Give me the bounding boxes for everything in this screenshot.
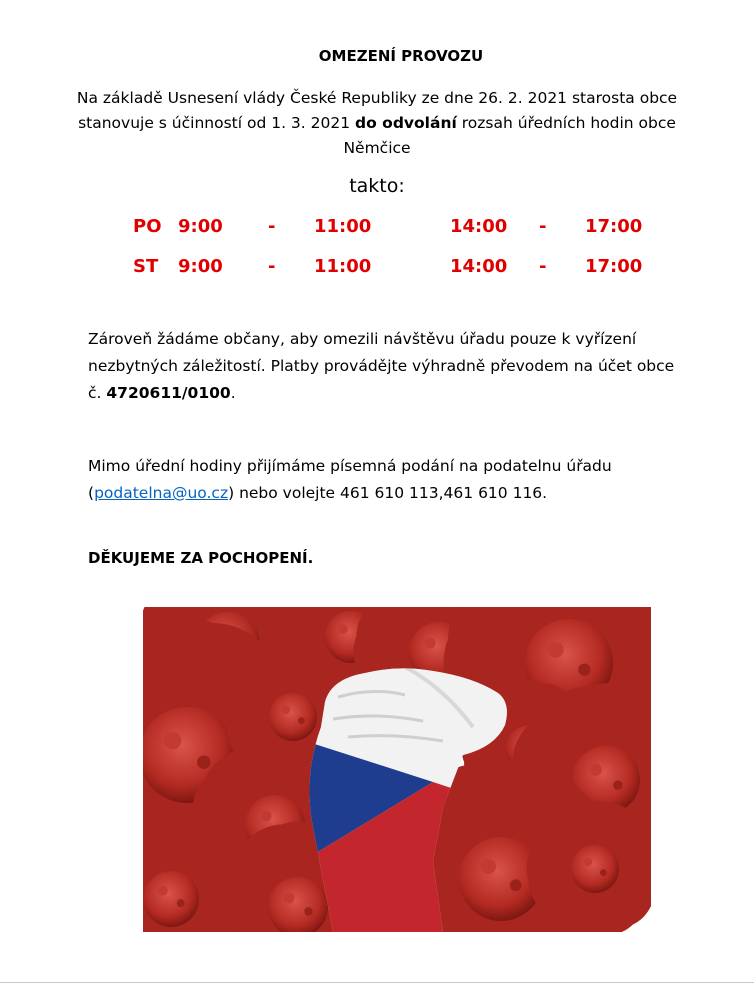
intro-paragraph xyxy=(70,86,684,161)
morning-to: 11:00 xyxy=(314,256,372,277)
page-bottom-border xyxy=(0,982,754,983)
dash: - xyxy=(268,256,276,277)
day-label: ST xyxy=(133,256,159,277)
hours-row-po xyxy=(0,216,754,242)
afternoon-from: 14:00 xyxy=(450,216,508,237)
thanks-heading: DĚKUJEME ZA POCHOPENÍ. xyxy=(88,549,314,567)
dash: - xyxy=(268,216,276,237)
afternoon-to: 17:00 xyxy=(585,256,643,277)
intro-text-2: rozsah úředních hodin obce Němčice xyxy=(343,114,676,157)
hours-row-st xyxy=(0,256,754,282)
morning-from: 9:00 xyxy=(178,256,223,277)
email-link[interactable]: podatelna@uo.cz xyxy=(94,484,229,502)
contact-paragraph xyxy=(88,453,678,507)
morning-to: 11:00 xyxy=(314,216,372,237)
notice-end: . xyxy=(230,384,236,402)
day-label: PO xyxy=(133,216,162,237)
notice-paragraph xyxy=(88,326,678,407)
takto-label: takto: xyxy=(349,175,405,197)
morning-from: 9:00 xyxy=(178,216,223,237)
document-title: OMEZENÍ PROVOZU xyxy=(318,47,484,65)
afternoon-to: 17:00 xyxy=(585,216,643,237)
contact-after: ) nebo volejte 461 610 113,461 610 116. xyxy=(228,484,548,502)
contact-text: Mimo úřední hodiny přijímáme písemná podání na podatelnu úřadu ( xyxy=(88,457,612,502)
intro-bold: do odvolání xyxy=(355,114,457,132)
intro-text-1: Na základě Usnesení vlády České Republiky ze dne 26. 2. 2021 starosta obce stanovuje s účinností od 1. 3. 2021 xyxy=(76,89,678,132)
account-number: 4720611/0100 xyxy=(106,384,231,402)
dash: - xyxy=(539,216,547,237)
afternoon-from: 14:00 xyxy=(450,256,508,277)
dash: - xyxy=(539,256,547,277)
czech-flag-fist-with-virus-particles-icon xyxy=(143,607,651,932)
notice-text: Zároveň žádáme občany, aby omezili návštěvu úřadu pouze k vyřízení nezbytných záležitostí. Platby provádějte výhradně převodem na účet obce č. xyxy=(88,330,675,402)
